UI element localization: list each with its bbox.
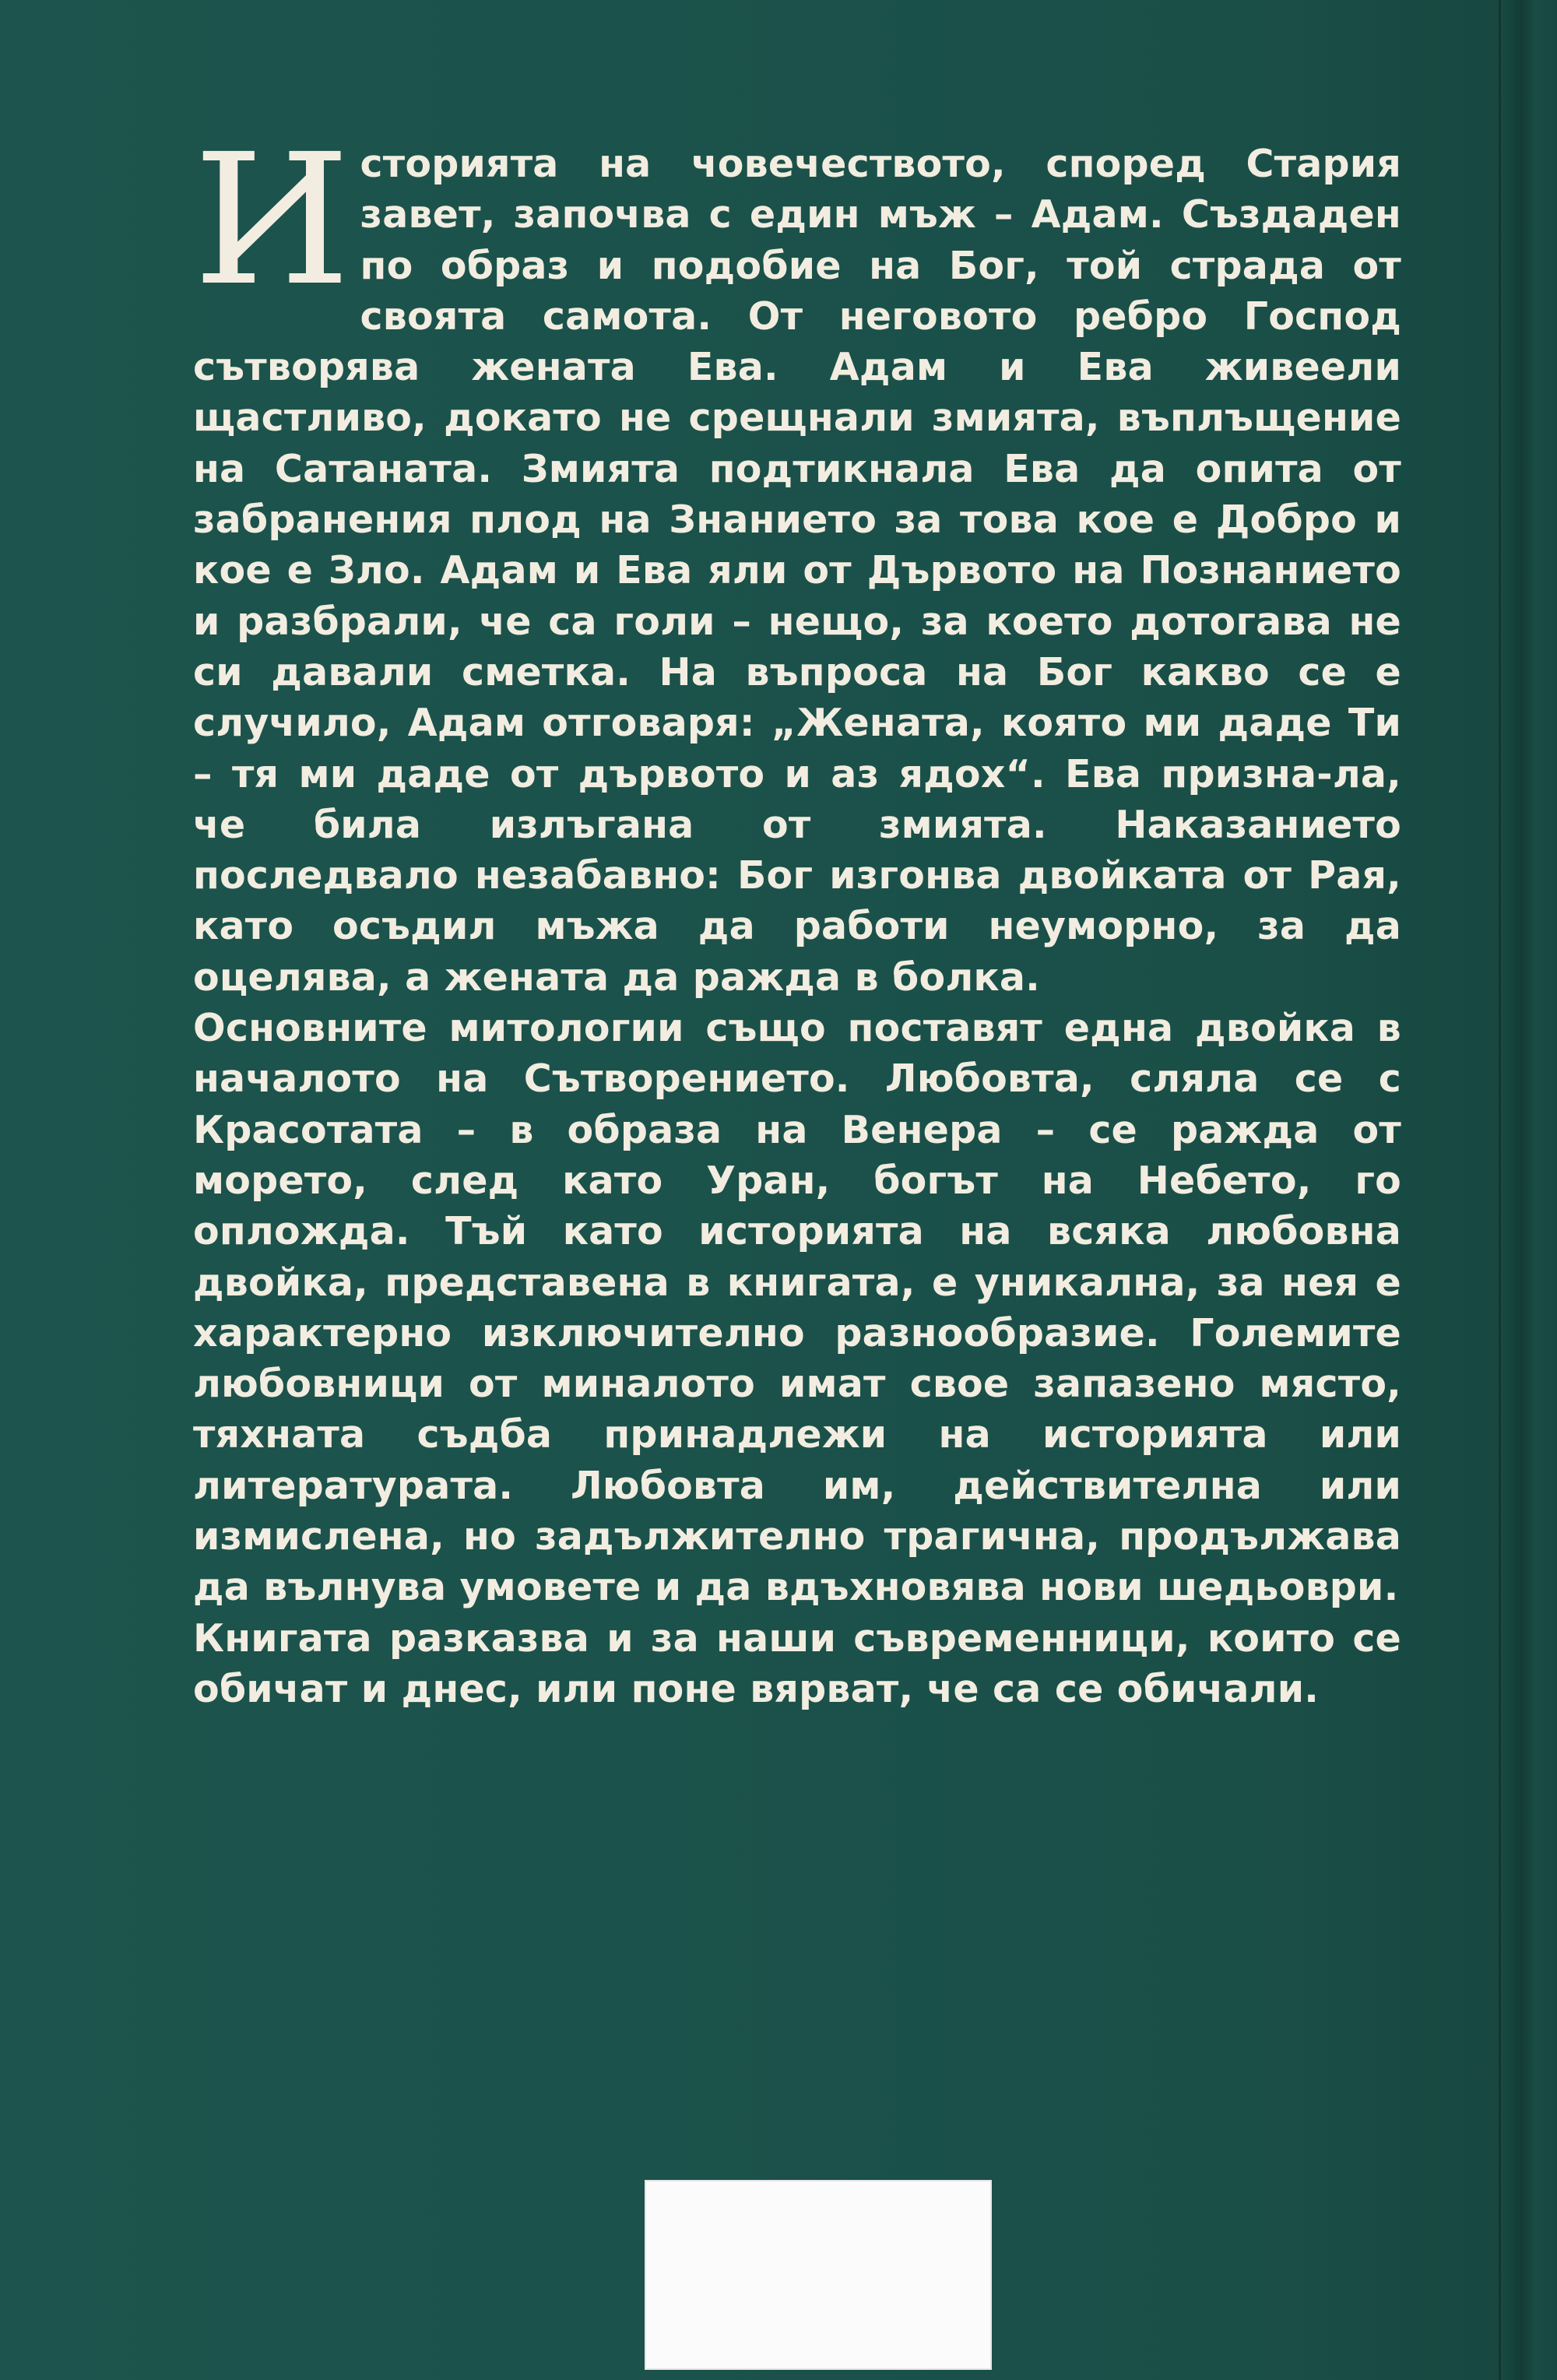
blurb-paragraph-3: Книгата разказва и за наши съвременници, които се обичат и днес, или поне вярват, че са се обичали. — [193, 1615, 1401, 1711]
blank-barcode-label — [645, 2180, 992, 2370]
blurb-paragraph-2: Основните митологии също поставят една двойка в началото на Сътворението. Любовта, сляла се с Красотата – в образа на Венера – се ражда от морето, след като Уран, богът на Небето, го опложда. Тъй като историята на всяка любовна двойка, представена в книгата, е уникална, за нея е характерно изключително разнообразие. Големите любовници от миналото имат свое запазено място, тяхната съдба принадлежи на историята или литературата. Любовта им, действителна или измислена, но задължително трагична, продължава да вълнува умовете и да вдъхновява нови шедьоври. — [193, 1006, 1401, 1610]
book-spine-edge — [1499, 0, 1557, 2380]
drop-cap-letter: И — [193, 115, 351, 325]
blurb-paragraph-1 — [193, 115, 1401, 1003]
blurb-text — [193, 115, 1401, 1714]
blurb-paragraph-1-text: сторията на човечеството, според Стария завет, започва с един мъж – Адам. Създаден по образ и подобие на Бог, той страда от своята самота. От неговото ребро Господ сътворява жената Ева. Адам и Ева живеели щастливо, докато не срещнали змията, въплъщение на Сатаната. Змията подтикнала Ева да опита от забранения плод на Знанието за това кое е Добро и кое е Зло. Адам и Ева яли от Дървото на Познанието и разбрали, че са голи – нещо, за което дотогава не си давали сметка. На въпроса на Бог какво се е случило, Адам отговаря: „Жената, която ми даде Ти – тя ми даде от дървото и аз ядох“. Ева призна-ла, че била излъгана от змията. Наказанието последвало незабавно: Бог изгонва двойката от Рая, като осъдил мъжа да работи неуморно, за да оцелява, а жената да ражда в болка. — [193, 142, 1401, 1000]
